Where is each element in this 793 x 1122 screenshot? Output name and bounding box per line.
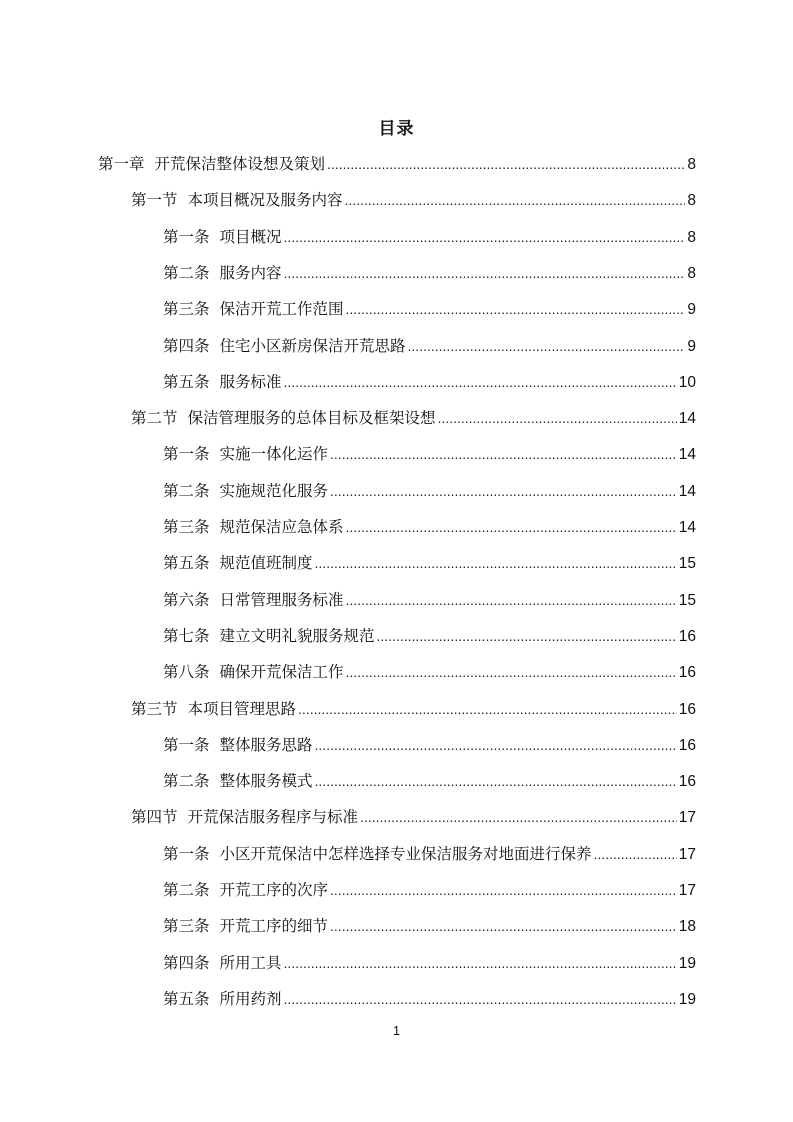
toc-entry-number: 第二条 <box>163 481 210 500</box>
toc-entry[interactable] <box>163 981 696 1017</box>
toc-entry[interactable] <box>163 219 696 255</box>
toc-title: 目录 <box>378 119 415 139</box>
toc-entry-label <box>163 945 282 981</box>
toc-entry[interactable] <box>163 328 696 364</box>
toc-dot-leader <box>284 945 677 981</box>
toc-entry-label <box>163 582 344 618</box>
toc-entry-label <box>163 219 282 255</box>
toc-entry-number: 第三条 <box>163 300 210 319</box>
toc-entry-page: 16 <box>678 700 696 718</box>
toc-entry-number: 第五条 <box>163 372 210 391</box>
toc-dot-leader <box>346 291 686 327</box>
toc-entry-number: 第六条 <box>163 590 210 609</box>
toc-entry-page: 8 <box>687 264 696 282</box>
toc-dot-leader <box>360 799 677 835</box>
toc-entry-page: 14 <box>678 446 696 464</box>
toc-entry-page: 16 <box>678 664 696 682</box>
toc-entry-label <box>163 908 328 944</box>
toc-entry-text: 确保开荒保洁工作 <box>219 663 344 682</box>
toc-entry-text: 开荒保洁服务程序与标准 <box>187 808 359 827</box>
toc-entry-label <box>163 436 328 472</box>
toc-entry-text: 住宅小区新房保洁开荒思路 <box>219 336 406 355</box>
toc-dot-leader <box>298 691 677 727</box>
toc-dot-leader <box>330 436 677 472</box>
toc-entry-label <box>163 618 375 654</box>
toc-dot-leader <box>408 328 686 364</box>
toc-entry-page: 19 <box>678 990 696 1008</box>
toc-entry-label <box>98 146 325 182</box>
toc-entry-text: 所用药剂 <box>219 989 282 1008</box>
toc-entry[interactable] <box>163 654 696 690</box>
toc-entry-text: 开荒保洁整体设想及策划 <box>154 155 326 173</box>
toc-entry-text: 开荒工序的细节 <box>219 917 329 936</box>
toc-entry[interactable] <box>163 836 696 872</box>
toc-entry-number: 第一条 <box>163 844 210 863</box>
toc-entry-number: 第三条 <box>163 518 210 536</box>
toc-entry-number: 第四节 <box>131 808 178 827</box>
toc-dot-leader <box>284 364 677 400</box>
toc-entry-label <box>163 981 282 1017</box>
toc-dot-leader <box>346 654 677 690</box>
toc-entry-page: 18 <box>678 918 696 936</box>
toc-entry-text: 本项目管理思路 <box>187 699 297 718</box>
toc-entry[interactable] <box>163 473 696 509</box>
toc-entry-text: 整体服务思路 <box>219 735 313 754</box>
toc-entry[interactable] <box>131 799 696 835</box>
toc-dot-leader <box>594 836 677 872</box>
toc-entry-text: 服务内容 <box>219 263 282 282</box>
toc-entry-page: 14 <box>678 519 696 536</box>
toc-entry-number: 第二节 <box>131 409 178 428</box>
toc-entry-text: 实施一体化运作 <box>219 445 329 464</box>
toc-dot-leader <box>284 219 686 255</box>
toc-entry[interactable] <box>163 763 696 799</box>
toc-entry-label <box>163 291 344 327</box>
toc-entry-label <box>163 872 328 908</box>
toc-entry-number: 第一条 <box>163 735 210 754</box>
toc-entry-text: 项目概况 <box>219 227 282 246</box>
toc-entry-page: 16 <box>678 627 696 645</box>
toc-entry-page: 10 <box>678 373 696 391</box>
toc-entry-page: 9 <box>687 301 696 319</box>
toc-entry[interactable] <box>131 400 696 436</box>
toc-entry-label <box>163 473 328 509</box>
toc-entry-number: 第八条 <box>163 663 210 682</box>
toc-entry-page: 17 <box>678 845 696 863</box>
toc-entry-text: 保洁管理服务的总体目标及框架设想 <box>187 409 436 428</box>
toc-entry-number: 第五条 <box>163 554 210 573</box>
toc-entry-number: 第三节 <box>131 699 178 718</box>
toc-entry-page: 8 <box>687 228 696 246</box>
toc-dot-leader <box>284 981 677 1017</box>
toc-entry-label <box>163 509 344 545</box>
toc-dot-leader <box>330 473 677 509</box>
toc-dot-leader <box>284 255 686 291</box>
toc-entry-label <box>163 364 282 400</box>
toc-entry-label <box>131 182 343 218</box>
toc-entry-text: 实施规范化服务 <box>219 481 329 500</box>
toc-entry[interactable] <box>163 509 696 545</box>
toc-entry[interactable] <box>163 436 696 472</box>
toc-entry-text: 日常管理服务标准 <box>219 590 344 609</box>
toc-entry[interactable] <box>163 255 696 291</box>
toc-entry-text: 小区开荒保洁中怎样选择专业保洁服务对地面进行保养 <box>219 844 592 863</box>
toc-entry-page: 17 <box>678 809 696 827</box>
toc-dot-leader <box>315 545 677 581</box>
toc-entry-number: 第七条 <box>163 626 210 645</box>
toc-entry-number: 第一章 <box>98 155 145 173</box>
toc-entry-text: 开荒工序的次序 <box>219 881 329 899</box>
toc-entry-number: 第二条 <box>163 772 210 791</box>
toc-entry-text: 规范值班制度 <box>219 554 313 573</box>
toc-entry-page: 8 <box>687 156 696 173</box>
toc-entry-page: 14 <box>678 482 696 500</box>
toc-entry-number: 第二条 <box>163 881 210 899</box>
toc-entry-page: 16 <box>678 736 696 754</box>
toc-entry[interactable] <box>131 182 696 218</box>
toc-entry-label <box>163 836 592 872</box>
toc-entry-text: 建立文明礼貌服务规范 <box>219 626 375 645</box>
toc-entry-number: 第一条 <box>163 445 210 464</box>
toc-entry[interactable] <box>163 872 696 908</box>
toc-dot-leader <box>377 618 677 654</box>
page-number: 1 <box>392 1023 401 1038</box>
toc-entry[interactable] <box>163 945 696 981</box>
toc-dot-leader <box>315 727 677 763</box>
toc-entry-page: 14 <box>678 410 696 428</box>
toc-entry-label <box>163 727 313 763</box>
toc-entry-text: 规范保洁应急体系 <box>219 518 344 536</box>
toc-dot-leader <box>438 400 677 436</box>
toc-entry-label <box>163 255 282 291</box>
toc-entry-page: 19 <box>678 954 696 972</box>
toc-entry-page: 15 <box>678 555 696 573</box>
toc-entry-text: 整体服务模式 <box>219 772 313 791</box>
toc-dot-leader <box>330 908 677 944</box>
toc-entry-number: 第三条 <box>163 917 210 936</box>
toc-entry[interactable] <box>163 545 696 581</box>
toc-dot-leader <box>330 872 677 908</box>
toc-entry-number: 第五条 <box>163 989 210 1008</box>
toc-entry-page: 15 <box>678 591 696 609</box>
toc-entry-number: 第一节 <box>131 191 178 210</box>
toc-entry[interactable] <box>131 691 696 727</box>
toc-entry-number: 第二条 <box>163 263 210 282</box>
toc-entry-page: 16 <box>678 773 696 791</box>
toc-entry-page: 17 <box>678 882 696 899</box>
toc-entry-text: 所用工具 <box>219 953 282 972</box>
toc-entry-number: 第一条 <box>163 227 210 246</box>
toc-entry[interactable] <box>163 364 696 400</box>
toc-entry[interactable] <box>163 582 696 618</box>
toc-entry-label <box>131 400 436 436</box>
toc-dot-leader <box>327 146 685 182</box>
toc-dot-leader <box>346 582 677 618</box>
toc-entry-text: 服务标准 <box>219 372 282 391</box>
toc-entry-text: 保洁开荒工作范围 <box>219 300 344 319</box>
toc-entry[interactable] <box>163 618 696 654</box>
toc-entry-page: 8 <box>687 192 696 210</box>
toc-entry-text: 本项目概况及服务内容 <box>187 191 343 210</box>
toc-entry[interactable] <box>163 727 696 763</box>
toc-entry-label <box>163 654 344 690</box>
toc-entry-label <box>131 691 296 727</box>
toc-entry-label <box>163 545 313 581</box>
toc-entry[interactable] <box>163 908 696 944</box>
toc-entry[interactable] <box>163 291 696 327</box>
toc-dot-leader <box>346 509 677 545</box>
toc-entry-page: 9 <box>687 337 696 355</box>
toc-dot-leader <box>345 182 686 218</box>
toc-entry-number: 第四条 <box>163 336 210 355</box>
toc-entry-label <box>163 763 313 799</box>
toc-dot-leader <box>315 763 677 799</box>
toc-entry[interactable] <box>98 146 696 182</box>
toc-entry-label <box>131 799 358 835</box>
toc-entry-label <box>163 328 406 364</box>
toc-entry-number: 第四条 <box>163 953 210 972</box>
